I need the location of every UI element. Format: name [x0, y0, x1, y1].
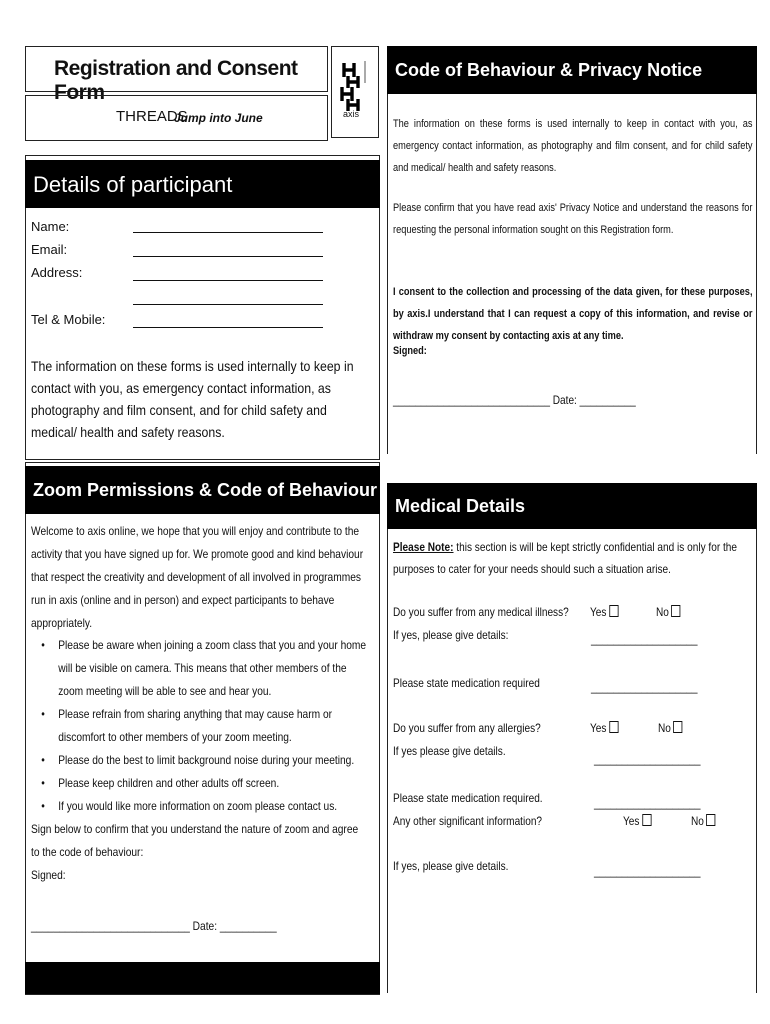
zoom-bullet: • Please be aware when joining a zoom class that you and your home will be visible on camera. This means that other members of the zoom meeting will be able to see and hear you. — [31, 634, 369, 703]
q3-yes[interactable]: Yes — [590, 721, 618, 735]
axis-logo — [331, 46, 379, 138]
form-title-box — [25, 46, 328, 104]
q6-field[interactable]: ___________________ — [594, 864, 701, 878]
q-medical-illness: Do you suffer from any medical illness? — [393, 605, 569, 619]
q3-detail-label: If yes please give details. — [393, 744, 506, 758]
zoom-heading: Zoom Permissions & Code of Behaviour — [33, 480, 378, 500]
q2-field[interactable]: ___________________ — [591, 680, 698, 694]
q3-detail-field[interactable]: ___________________ — [594, 752, 701, 766]
address-label: Address: — [31, 265, 83, 280]
logo-text: axis — [343, 109, 360, 119]
address-field-2[interactable] — [133, 304, 323, 305]
form-subtitle-org: THREADS — [116, 108, 188, 125]
name-label: Name: — [31, 219, 70, 234]
checkbox-icon[interactable] — [609, 721, 618, 733]
checkbox-icon[interactable] — [673, 721, 682, 733]
name-field[interactable] — [133, 232, 323, 233]
code-signed-label: Signed: — [393, 345, 427, 357]
details-header — [25, 160, 380, 208]
q5-no[interactable]: No — [691, 814, 716, 828]
q-medication-2: Please state medication required. — [393, 791, 543, 805]
zoom-header — [25, 466, 380, 514]
q-allergies: Do you suffer from any allergies? — [393, 721, 541, 735]
zoom-confirm-text: Sign below to confirm that you understand the nature of zoom and agree to the code of behaviour: — [31, 822, 359, 859]
medical-note-label: Please Note: — [393, 540, 454, 554]
zoom-intro: Welcome to axis online, we hope that you will enjoy and contribute to the activity that you have signed up for. We promote good and kind behaviour that respect the creativity and development of all involved in programmes run in axis (online and in person) and expect participants to behave appropriately. — [31, 524, 364, 630]
code-consent: I consent to the collection and processing of the data given, for these purposes, by axis.I understand that I can request a copy of this information, and revise or withdraw my consent by contacting axis at any time. — [393, 286, 753, 342]
zoom-bullet: • Please keep children and other adults off screen. — [31, 772, 369, 795]
email-label: Email: — [31, 242, 68, 257]
tel-field[interactable] — [133, 327, 323, 328]
email-field[interactable] — [133, 256, 323, 257]
q3-no[interactable]: No — [658, 721, 683, 735]
medical-note — [393, 536, 753, 580]
zoom-signed-label: Signed: — [31, 868, 66, 882]
q1-no[interactable]: No — [656, 605, 681, 619]
q1-detail-label: If yes, please give details: — [393, 628, 509, 642]
zoom-footer-bar — [25, 962, 380, 994]
q4-field[interactable]: ___________________ — [594, 796, 701, 810]
q-medication: Please state medication required — [393, 676, 540, 690]
checkbox-icon[interactable] — [642, 814, 651, 826]
q1-yes[interactable]: Yes — [590, 605, 618, 619]
code-header — [387, 46, 757, 94]
checkbox-icon[interactable] — [671, 605, 680, 617]
zoom-bullet: • Please refrain from sharing anything that may cause harm or discomfort to other members of your zoom meeting. — [31, 703, 369, 749]
zoom-bullet: • If you would like more information on zoom please contact us. — [31, 795, 369, 818]
address-field-1[interactable] — [133, 280, 323, 281]
code-heading: Code of Behaviour & Privacy Notice — [395, 60, 703, 80]
zoom-bullet-list — [31, 634, 369, 887]
checkbox-icon[interactable] — [706, 814, 715, 826]
code-signature-line[interactable]: ____________________________ Date: __________ — [393, 393, 636, 407]
q-details: If yes, please give details. — [393, 859, 509, 873]
tel-label: Tel & Mobile: — [31, 312, 106, 327]
zoom-signature-line[interactable]: ____________________________ Date: __________ — [31, 919, 277, 933]
medical-heading: Medical Details — [395, 496, 526, 516]
checkbox-icon[interactable] — [609, 605, 618, 617]
form-subtitle-box — [25, 95, 328, 141]
medical-note-text: this section is will be kept strictly confidential and is only for the purposes to cater for your needs should such a situation arise. — [393, 540, 738, 576]
code-para-1: The information on these forms is used internally to keep in contact with you, as emergency contact information, as photography and film consent, and for child safety and medical/ health and safety reasons. — [393, 118, 753, 174]
q-other-info: Any other significant information? — [393, 814, 543, 828]
form-title: Registration and Consent Form — [54, 57, 298, 104]
zoom-bullet: • Please do the best to limit background noise during your meeting. — [31, 749, 369, 772]
medical-header — [387, 483, 757, 529]
details-heading: Details of participant — [33, 172, 233, 197]
code-para-2: Please confirm that you have read axis' Privacy Notice and understand the reasons for requesting the personal information sought on this Registration form. — [393, 202, 753, 236]
form-subtitle-event: Jump into June — [174, 111, 263, 125]
details-info-text: The information on these forms is used internally to keep in contact with you, as emergency contact information, as photography and film consent, and for child safety and medical/ health and safety reasons. — [31, 358, 354, 440]
q5-yes[interactable]: Yes — [623, 814, 651, 828]
axis-logo-icon — [332, 47, 377, 136]
q1-detail-field[interactable]: ___________________ — [591, 632, 698, 646]
